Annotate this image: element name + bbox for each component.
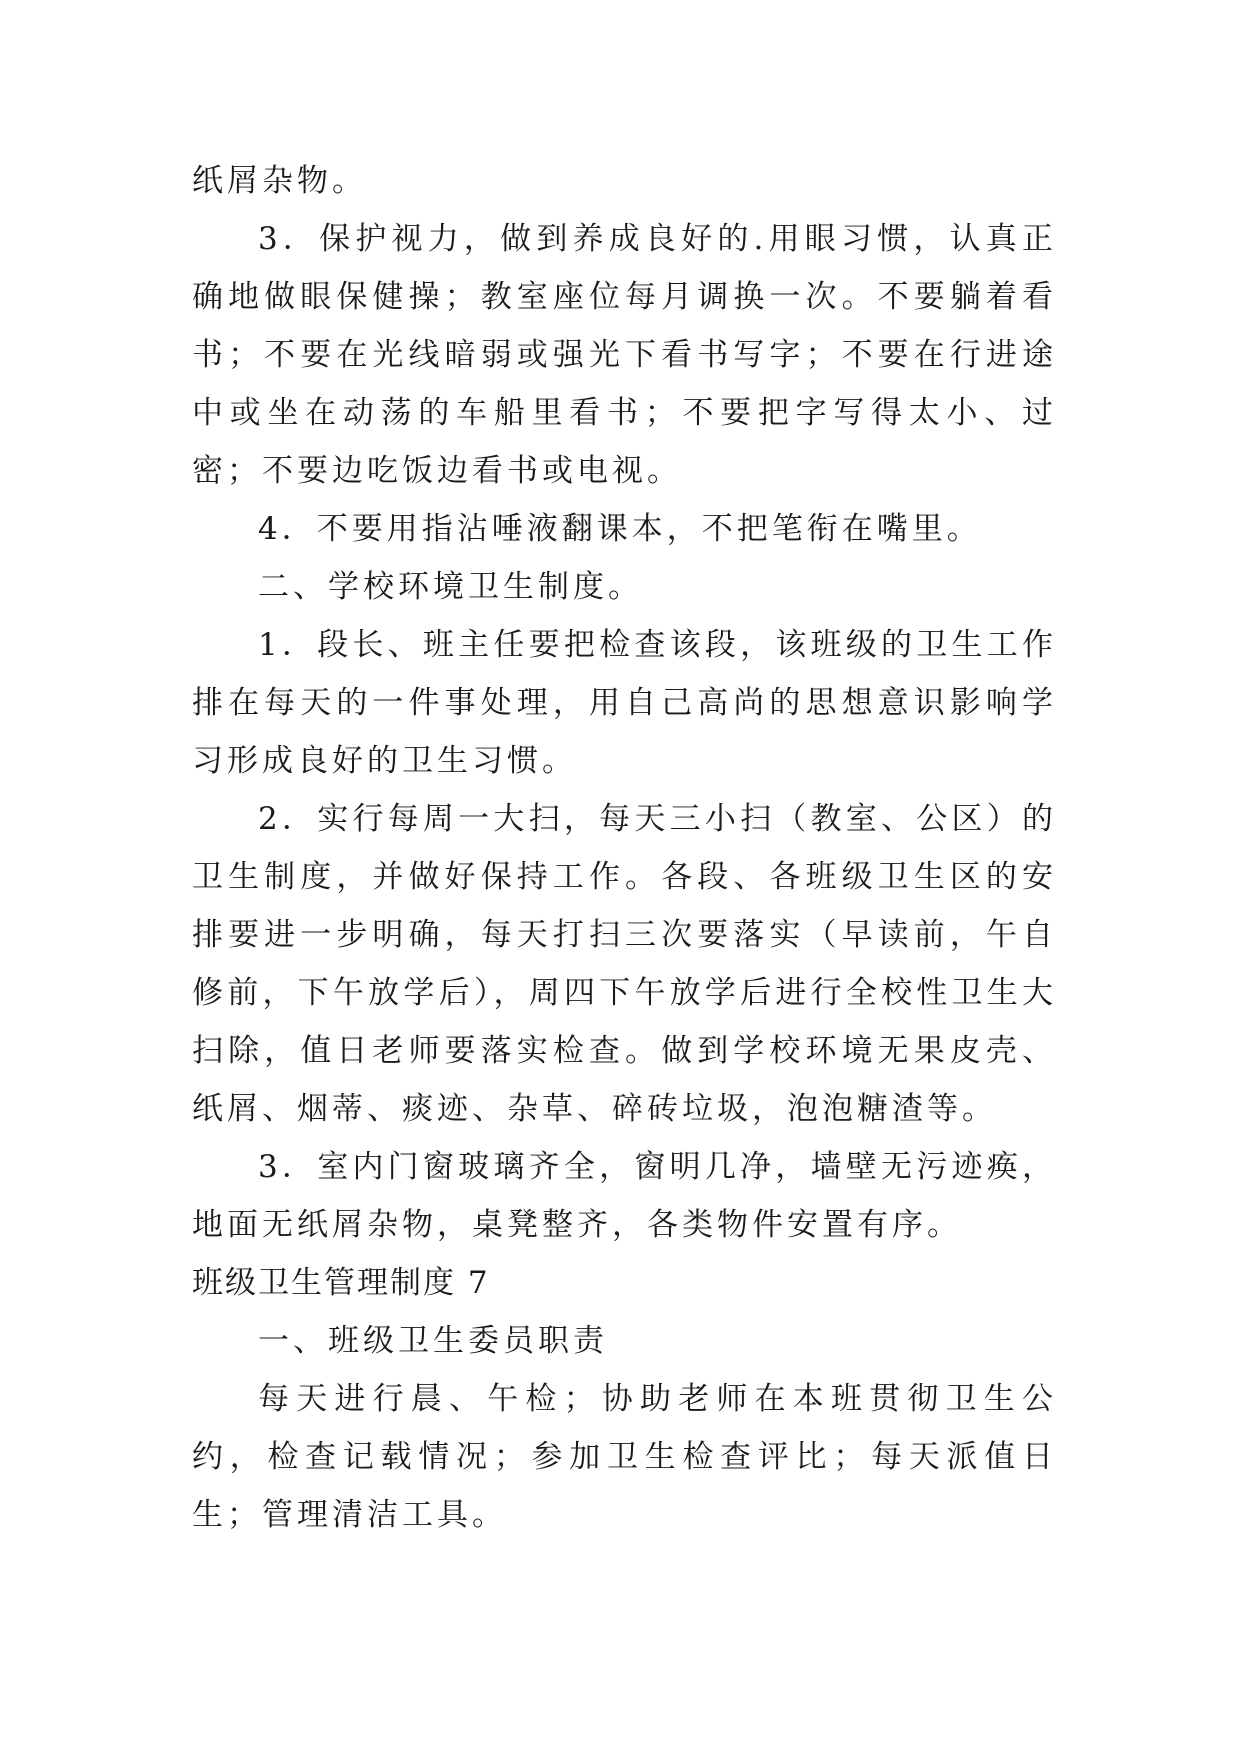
paragraph-continuation: 纸屑杂物。: [192, 163, 367, 199]
paragraph-saliva-rule: 4．不要用指沾唾液翻课本，不把笔衔在嘴里。: [258, 511, 982, 547]
paragraph-eye-protection: 3．保护视力，做到养成良好的.用眼习惯，认真正确地做眼保健操；教室座位每月调换一次。不要躺着看书；不要在光线暗弱或强光下看书写字；不要在行进途中或坐在动荡的车船里看书；不要把字写得太小、过密；不要边吃饭边看书或电视。: [192, 221, 1057, 489]
subheading-hygiene-committee: 一、班级卫生委员职责: [258, 1323, 608, 1359]
subheading-school-environment: 二、学校环境卫生制度。: [258, 569, 643, 605]
document-body: [192, 152, 1057, 1544]
section-title: 班级卫生管理制度 7: [192, 1265, 490, 1301]
paragraph-section-leaders: 1．段长、班主任要把检查该段，该班级的卫生工作排在每天的一件事处理，用自己高尚的思想意识影响学习形成良好的卫生习惯。: [192, 627, 1057, 779]
paragraph-committee-duties: 每天进行晨、午检；协助老师在本班贯彻卫生公约，检查记载情况；参加卫生检查评比；每天派值日生；管理清洁工具。: [192, 1381, 1057, 1533]
paragraph-indoor-cleanliness: 3．室内门窗玻璃齐全，窗明几净，墙壁无污迹痪，地面无纸屑杂物，桌凳整齐，各类物件安置有序。: [192, 1149, 1057, 1243]
paragraph-cleaning-schedule: 2．实行每周一大扫，每天三小扫（教室、公区）的卫生制度，并做好保持工作。各段、各班级卫生区的安排要进一步明确，每天打扫三次要落实（早读前，午自修前，下午放学后），周四下午放学后进行全校性卫生大扫除，值日老师要落实检查。做到学校环境无果皮壳、纸屑、烟蒂、痰迹、杂草、碎砖垃圾，泡泡糖渣等。: [192, 801, 1057, 1127]
